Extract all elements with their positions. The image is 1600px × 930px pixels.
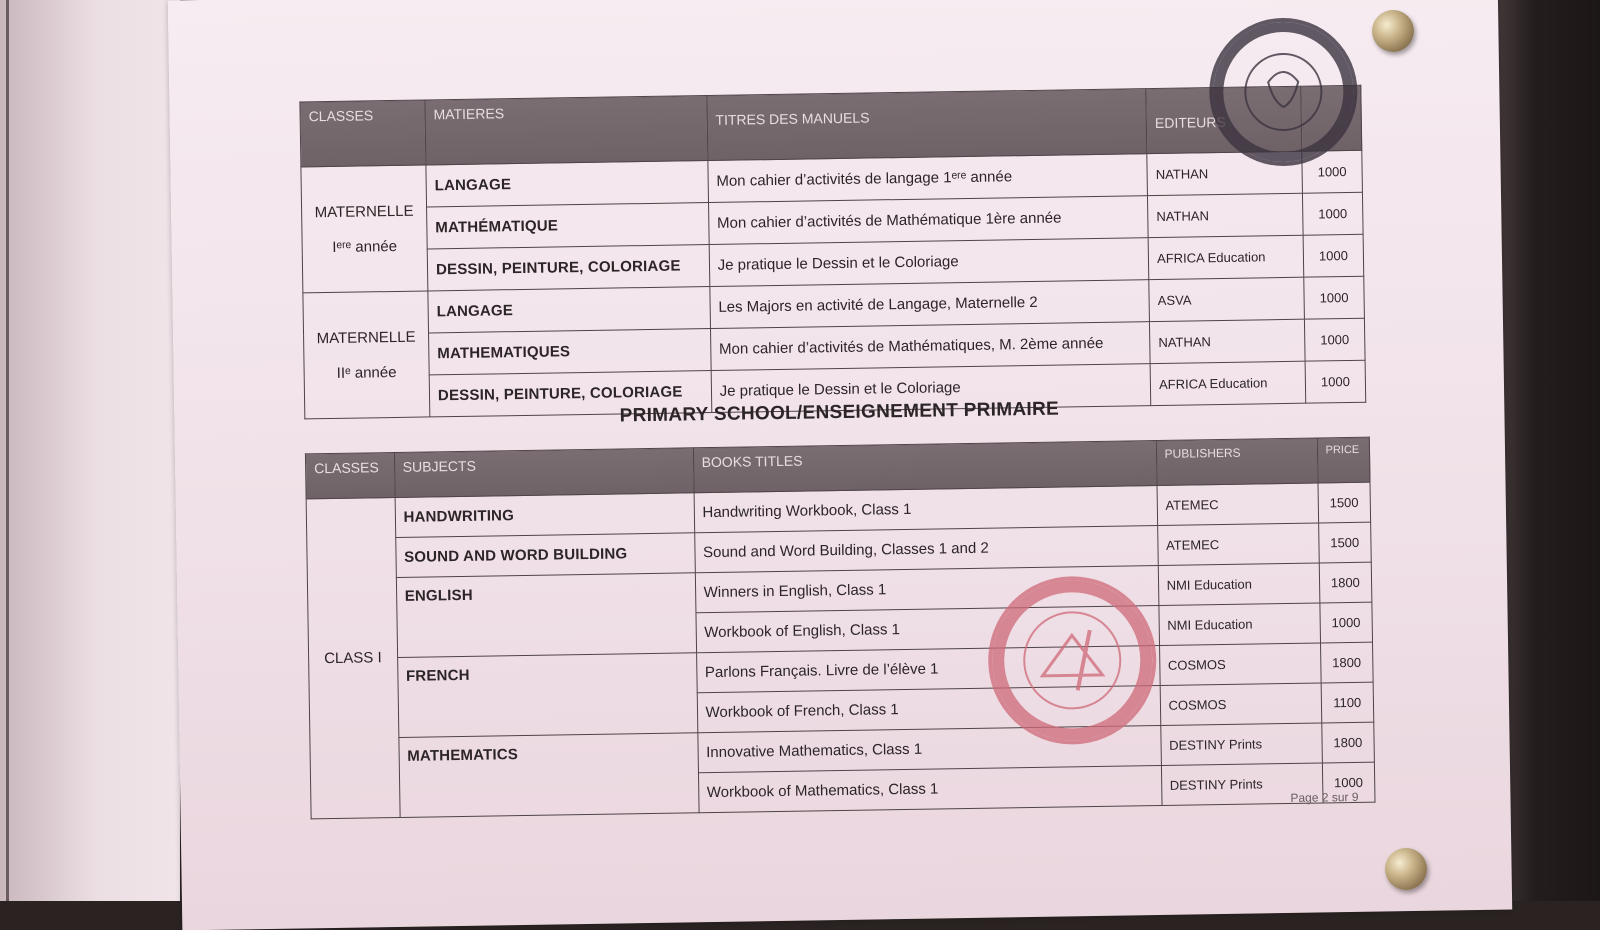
subject-cell: MATHEMATIQUES [429,329,711,375]
red-stamp-graphic [991,579,1153,741]
publisher-cell: NATHAN [1148,193,1304,237]
header-price: PRICE [1317,437,1370,483]
title-cell: Workbook of Mathematics, Class 1 [698,765,1162,812]
price-cell: 1000 [1302,150,1363,193]
red-education-stamp [987,575,1158,746]
title-cell: Winners in English, Class 1 [695,566,1159,613]
price-cell: 1500 [1318,482,1371,523]
price-cell: 1000 [1304,318,1365,361]
price-cell: 1000 [1303,234,1364,277]
price-cell: 1000 [1322,762,1375,803]
subject-cell: MATHÉMATIQUE [427,203,709,249]
class-name: MATERNELLE [316,328,416,347]
class-cell [301,165,428,293]
title-cell: Innovative Mathematics, Class 1 [697,726,1161,773]
price-cell: 1800 [1319,562,1372,603]
class-year: IIᵉ année [336,363,397,382]
document-page [168,0,1512,930]
publisher-cell: NMI Education [1158,603,1320,646]
title-cell: Workbook of English, Class 1 [695,606,1159,653]
title-cell: Workbook of French, Class 1 [697,686,1161,733]
title-cell: Les Majors en activité de Langage, Maternelle 2 [710,280,1150,329]
publisher-cell: ASVA [1149,277,1305,321]
title-cell: Mon cahier d’activités de Mathématique 1ère année [708,196,1148,245]
publisher-cell: NATHAN [1150,319,1306,363]
price-cell: 1800 [1321,722,1374,763]
class-cell [303,291,430,419]
title-cell: Mon cahier d’activités de Mathématiques, M. 2ème année [710,322,1150,371]
subject-cell: DESSIN, PEINTURE, COLORIAGE [429,371,711,417]
publisher-cell: COSMOS [1160,683,1322,726]
header-matieres: MATIERES [425,96,708,165]
publisher-cell: ATEMEC [1157,483,1319,526]
price-cell: 1800 [1320,642,1373,683]
page-number: Page 2 sur 9 [1290,789,1359,805]
class-year: Iᵉʳᵉ année [332,237,398,256]
header-classes: CLASSES [300,100,426,167]
maternelle-table [299,85,1366,420]
price-cell: 1000 [1305,360,1366,403]
seal-graphic [1212,21,1354,163]
title-cell: Handwriting Workbook, Class 1 [694,486,1158,533]
header-books-titles: BOOKS TITLES [693,441,1157,493]
title-cell: Mon cahier d’activités de langage 1ᵉʳᵉ année [708,154,1148,203]
header-titres: TITRES DES MANUELS [707,89,1147,161]
price-cell: 1500 [1318,522,1371,563]
publisher-cell: AFRICA Education [1150,361,1306,405]
price-cell: 1000 [1304,276,1365,319]
pushpin-top [1372,10,1414,52]
publisher-cell: NATHAN [1147,151,1303,195]
class-name: MATERNELLE [314,202,414,221]
publisher-cell: DESTINY Prints [1160,723,1322,766]
header-subjects: SUBJECTS [394,448,694,498]
price-cell: 1000 [1319,602,1372,643]
title-cell: Parlons Français. Livre de l’élève 1 [696,646,1160,693]
subject-cell: SOUND AND WORD BUILDING [395,533,695,578]
pushpin-bottom [1385,848,1427,890]
publisher-cell: DESTINY Prints [1161,763,1323,806]
publisher-cell: COSMOS [1159,643,1321,686]
title-cell: Je pratique le Dessin et le Coloriage [711,364,1151,413]
class-cell: CLASS I [306,497,400,818]
header-editeurs: EDITEURS [1146,86,1302,153]
subject-cell: DESSIN, PEINTURE, COLORIAGE [427,245,709,291]
title-cell: Je pratique le Dessin et le Coloriage [709,238,1149,287]
subject-cell: HANDWRITING [395,493,695,538]
official-seal-stamp [1208,17,1358,167]
subject-cell: LANGAGE [426,161,708,207]
header-publishers: PUBLISHERS [1156,438,1318,486]
title-cell: Sound and Word Building, Classes 1 and 2 [694,526,1158,573]
subject-cell: MATHEMATICS [398,733,698,818]
publisher-cell: AFRICA Education [1148,235,1304,279]
section-title: PRIMARY SCHOOL/ENSEIGNEMENT PRIMAIRE [619,398,1060,427]
publisher-cell: ATEMEC [1157,523,1319,566]
price-cell: 1000 [1302,192,1363,235]
publisher-cell: NMI Education [1158,563,1320,606]
primary-table [305,437,1376,820]
subject-cell: LANGAGE [428,287,710,333]
header-classes: CLASSES [305,453,394,499]
subject-cell: ENGLISH [396,573,696,658]
wall-left [0,0,180,901]
price-cell: 1100 [1321,682,1374,723]
subject-cell: FRENCH [397,653,697,738]
